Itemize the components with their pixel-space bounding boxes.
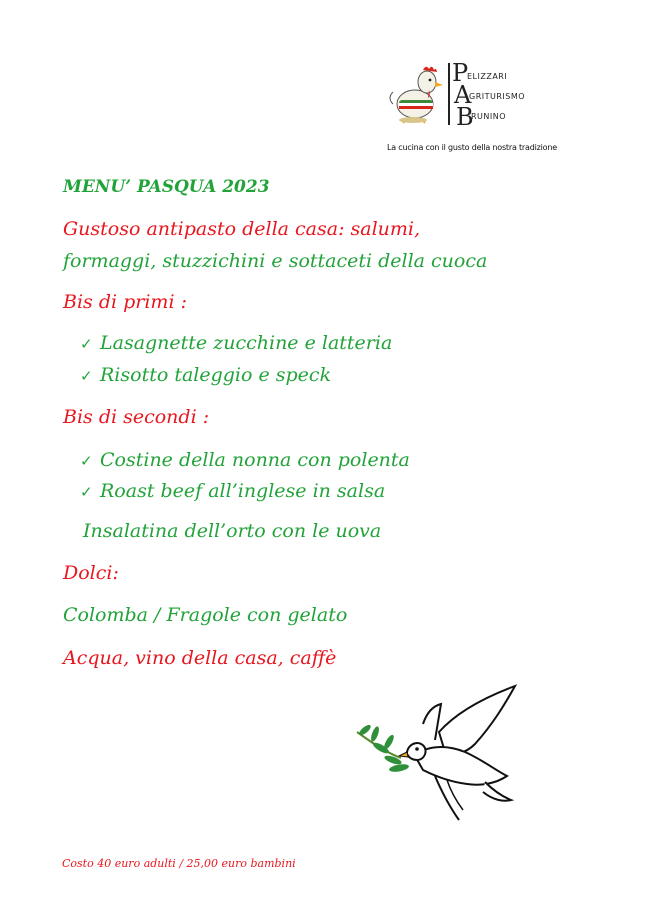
dish-name: Risotto taleggio e speck [100,364,332,386]
logo-letter: P [452,59,469,87]
secondi-heading: Bis di secondi : [63,406,210,428]
antipasto-line-1: Gustoso antipasto della casa: salumi, [63,218,421,240]
list-item [80,480,385,502]
dolci-heading: Dolci: [63,562,119,584]
checkmark-icon: ✓ [80,335,93,353]
checkmark-icon: ✓ [80,452,93,470]
logo-word: ELIZZARI [467,72,508,81]
list-item [80,364,331,386]
price-note: Costo 40 euro adulti / 25,00 euro bambini [62,857,296,870]
logo-word: GRITURISMO [469,92,526,101]
logo-divider [448,63,450,125]
logo-letter: A [454,81,472,109]
list-item [80,332,392,354]
contorno: Insalatina dell’orto con le uova [83,520,382,542]
logo-letter: B [456,103,474,131]
bevande: Acqua, vino della casa, caffè [63,647,337,669]
list-item [80,449,410,471]
antipasto-line-2: formaggi, stuzzichini e sottaceti della cuoca [63,250,488,272]
primi-heading: Bis di primi : [63,291,187,313]
dove-olive-branch-icon [355,684,535,824]
rooster-chef-icon [385,60,447,124]
dish-name: Lasagnette zucchine e latteria [100,332,393,354]
checkmark-icon: ✓ [80,367,93,385]
dolci: Colomba / Fragole con gelato [63,604,348,626]
menu-title: MENU’ PASQUA 2023 [63,177,270,197]
logo [385,60,535,130]
dish-name: Roast beef all’inglese in salsa [100,480,386,502]
dish-name: Costine della nonna con polenta [100,449,410,471]
checkmark-icon: ✓ [80,483,93,501]
logo-word: RUNINO [471,112,507,121]
logo-wordmark [452,59,526,131]
logo-tagline: La cucina con il gusto della nostra tradizione [387,143,557,152]
